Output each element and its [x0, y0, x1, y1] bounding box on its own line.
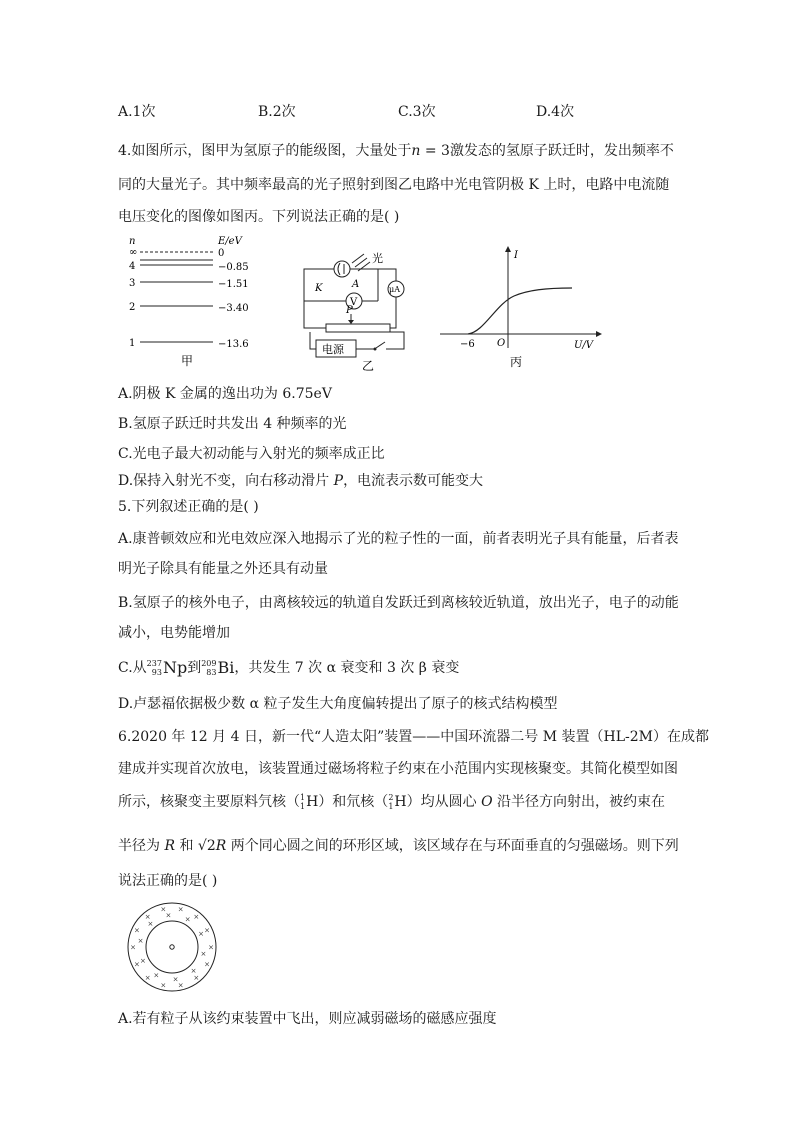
origin-label: O — [497, 338, 506, 349]
q3-option-d: D.4次 — [536, 104, 575, 120]
field-mark: × — [193, 913, 200, 921]
wire-left — [304, 269, 334, 328]
q4-option-d: D.保持入射光不变，向右移动滑片 P，电流表示数可能变大 — [118, 473, 484, 489]
q6-stem-line5: 说法正确的是( ) — [118, 873, 218, 889]
q5-option-b-line1: B.氢原子的核外电子，由离核较远的轨道自发跃迁到离核较近轨道，放出光子，电子的动能 — [118, 595, 679, 611]
level-2-n: 2 — [129, 302, 136, 313]
field-mark: × — [184, 915, 191, 924]
level-n-label: n — [129, 236, 136, 247]
figure-jia-caption: 甲 — [181, 354, 194, 368]
photoelectric-circuit — [298, 248, 418, 376]
q6-option-a: A.若有粒子从该约束装置中飞出，则应减弱磁场的磁感应强度 — [118, 1011, 497, 1027]
cathode-label: K — [315, 283, 323, 294]
q4-stem-line1: 4.如图所示，图甲为氢原子的能级图，大量处于n = 3激发态的氢原子跃迁时，发出频率不 — [118, 143, 674, 159]
slider-label: P — [346, 305, 353, 316]
wire-right — [390, 296, 396, 328]
level-4-e: −0.85 — [218, 262, 249, 273]
bi-nuclide-numbers: 209 83 — [201, 659, 217, 677]
wire-source-right — [386, 332, 404, 349]
field-mark: × — [177, 981, 184, 990]
light-label: 光 — [372, 252, 383, 265]
field-mark: × — [133, 960, 140, 969]
slider-arrow-icon — [348, 320, 354, 324]
q4-option-a: A.阴极 K 金属的逸出功为 6.75eV — [118, 386, 332, 402]
y-axis-label: I — [514, 250, 518, 261]
phototube-icon — [334, 261, 350, 277]
figure-bing-caption: 丙 — [510, 355, 523, 369]
q4-option-c: C.光电子最大初动能与入射光的频率成正比 — [118, 446, 385, 462]
q3-option-a: A.1次 — [118, 104, 156, 120]
q6-stem-line2: 建成并实现首次放电，该装置通过磁场将粒子约束在小范围内实现核聚变。其简化模型如图 — [118, 761, 678, 777]
q4-stem-line2: 同的大量光子。其中频率最高的光子照射到图乙电路中光电管阴极 K 上时，电路中电流随 — [118, 177, 670, 193]
inner-circle — [146, 921, 198, 976]
field-mark: × — [160, 981, 167, 990]
level-3-n: 3 — [129, 278, 136, 289]
level-1-e: −13.6 — [218, 339, 249, 350]
anode-label: A — [352, 279, 360, 290]
deuterium-nuclide-numbers: 2 1 — [388, 793, 394, 811]
current-voltage-graph — [436, 244, 606, 372]
field-mark: × — [208, 943, 214, 952]
figure-yi-caption: 乙 — [362, 359, 375, 373]
q5-option-c: C.从 237 93 Np到 209 83 Bi，共发生 7 次 α 衰变和 3 次 β 衰变 — [118, 658, 460, 677]
field-mark: × — [198, 930, 205, 939]
y-axis-arrow-icon — [505, 246, 511, 252]
field-mark: × — [190, 967, 197, 976]
q6-stem-line4: 半径为 R 和 √2R 两个同心圆之间的环形区域，该区域存在与环面垂直的匀强磁场。则下列 — [118, 838, 679, 854]
field-mark: × — [160, 905, 167, 914]
energy-level-diagram — [118, 232, 268, 372]
q3-option-c: C.3次 — [398, 104, 436, 120]
field-mark: × — [177, 905, 184, 914]
q5-option-a-line1: A.康普顿效应和光电效应深入地揭示了光的粒子性的一面，前者表明光子具有能量，后者表 — [118, 531, 679, 547]
level-1-n: 1 — [129, 338, 136, 349]
np-nuclide-numbers: 237 93 — [146, 659, 162, 677]
magnetic-ring-diagram — [124, 899, 220, 995]
field-mark: × — [144, 974, 151, 982]
level-3-e: −1.51 — [218, 279, 249, 290]
rheostat-icon — [326, 324, 390, 332]
q5-option-b-line2: 减小，电势能增加 — [118, 625, 230, 641]
q6-stem-line1: 6.2020 年 12 月 4 日，新一代“人造太阳”装置——中国环流器二号 M 装置（HL-2M）在成都 — [118, 729, 709, 745]
q5-option-a-line2: 明光子除具有能量之外还具有动量 — [118, 561, 328, 577]
wire-source-left — [310, 332, 316, 349]
level-inf-n: ∞ — [129, 247, 138, 258]
field-marks — [130, 906, 214, 990]
x-axis-label: U/V — [574, 340, 594, 351]
q6-stem-line3: 所示，核聚变主要原料氕核（ 1 1 H）和氘核（ 2 1 H）均从圆心 O 沿半径方向射出，被约束在 — [118, 793, 666, 811]
field-mark: × — [139, 956, 146, 965]
field-mark: × — [200, 949, 207, 958]
field-mark: × — [172, 975, 179, 984]
level-inf-e: 0 — [218, 248, 225, 259]
field-mark: × — [204, 926, 211, 935]
microammeter-label: μA — [389, 285, 400, 294]
field-mark: × — [165, 911, 172, 920]
field-mark: × — [133, 926, 140, 935]
field-mark: × — [204, 960, 211, 969]
field-mark: × — [153, 971, 160, 980]
x-tick-label: −6 — [460, 339, 475, 350]
level-e-label: E/eV — [218, 236, 242, 247]
voltmeter-label: V — [350, 297, 358, 308]
center-point — [170, 945, 174, 949]
switch-icon — [376, 342, 385, 348]
q5-option-d: D.卢瑟福依据极少数 α 粒子发生大角度偏转提出了原子的核式结构模型 — [118, 696, 558, 712]
field-mark: × — [144, 913, 151, 921]
field-mark: × — [147, 919, 154, 928]
q4-stem-line3: 电压变化的图像如图丙。下列说法正确的是( ) — [118, 209, 400, 225]
field-mark: × — [193, 974, 200, 982]
x-axis-arrow-icon — [596, 331, 602, 337]
field-mark: × — [137, 937, 144, 946]
level-4-n: 4 — [129, 261, 136, 272]
level-2-e: −3.40 — [218, 303, 249, 314]
q4-option-b: B.氢原子跃迁时共发出 4 种频率的光 — [118, 416, 347, 432]
q5-stem: 5.下列叙述正确的是( ) — [118, 499, 259, 515]
field-mark: × — [130, 943, 136, 952]
power-source-label: 电源 — [322, 343, 344, 356]
protium-nuclide-numbers: 1 1 — [300, 793, 306, 811]
iu-curve — [468, 288, 572, 334]
q3-option-b: B.2次 — [258, 104, 296, 120]
